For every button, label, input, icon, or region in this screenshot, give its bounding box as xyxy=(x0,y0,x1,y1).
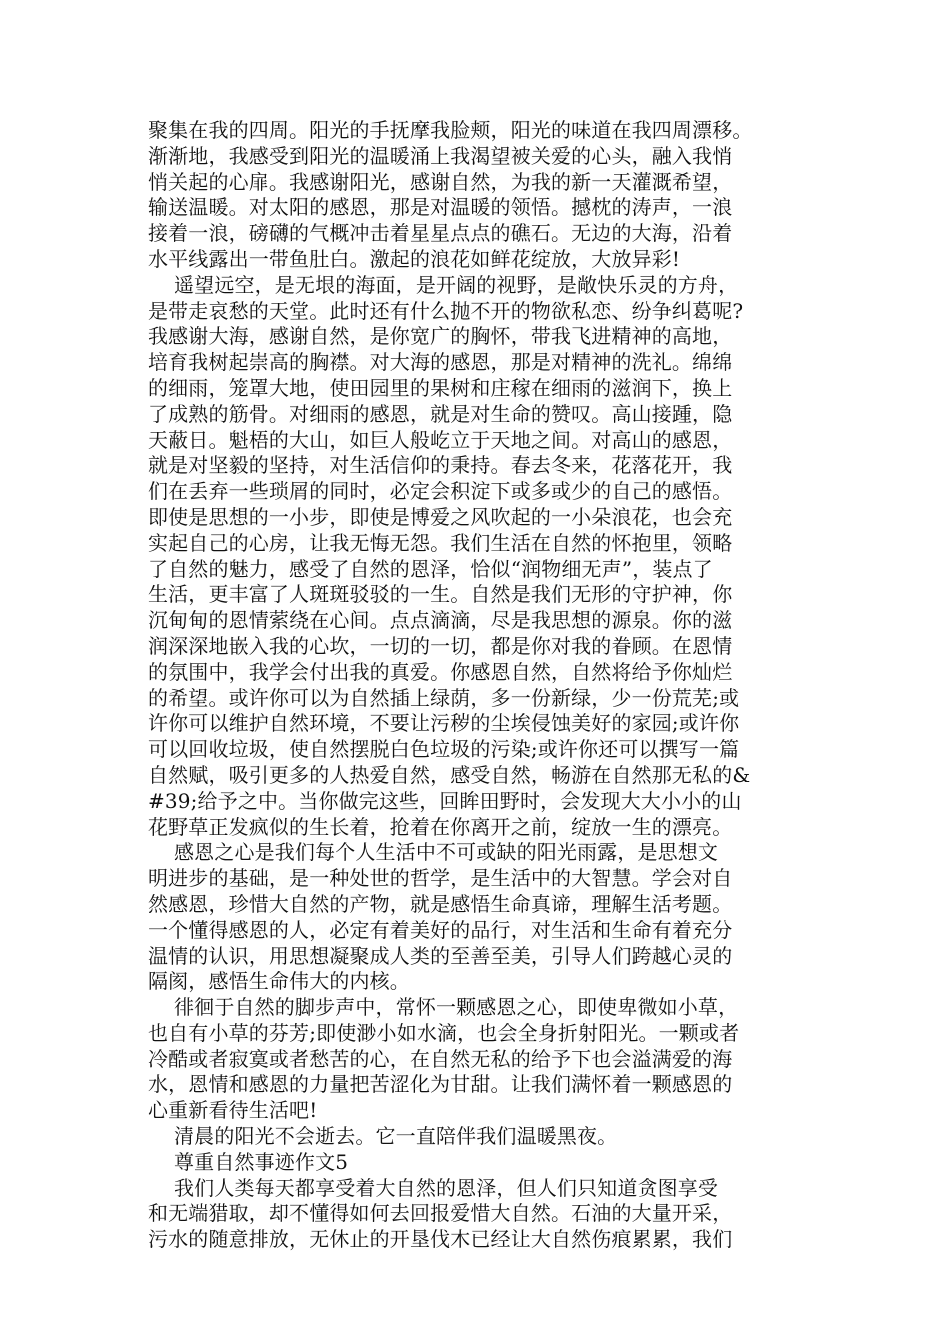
text-line: 污水的随意排放，无休止的开垦伐木已经让大自然伤痕累累，我们 xyxy=(148,1227,733,1252)
text-line: 明进步的基础，是一种处世的哲学，是生活中的大智慧。学会对自 xyxy=(148,866,733,891)
text-line: 可以回收垃圾，使自然摆脱白色垃圾的污染;或许你还可以撰写一篇 xyxy=(148,737,740,762)
text-line: 就是对坚毅的坚持，对生活信仰的秉持。春去冬来，花落花开，我 xyxy=(148,453,733,478)
text-line: 遥望远空，是无垠的海面，是开阔的视野，是敞快乐灵的方舟， xyxy=(148,272,739,297)
text-line: 了自然的魅力，感受了自然的恩泽，恰似“润物细无声”，装点了 xyxy=(148,556,713,581)
text-line: 然感恩，珍惜大自然的产物，就是感悟生命真谛，理解生活考题。 xyxy=(148,891,733,916)
text-line: #39;给予之中。当你做完这些，回眸田野时，会发现大大小小的山 xyxy=(148,788,742,813)
text-line: 渐渐地，我感受到阳光的温暖涌上我渴望被关爱的心头，融入我悄 xyxy=(148,143,733,168)
text-line: 实起自己的心房，让我无悔无怨。我们生活在自然的怀抱里，领略 xyxy=(148,530,733,555)
text-line: 心重新看待生活吧! xyxy=(148,1098,318,1123)
text-line: 一个懂得感恩的人，必定有着美好的品行，对生活和生命有着充分 xyxy=(148,917,733,942)
text-line: 自然赋，吸引更多的人热爱自然，感受自然，畅游在自然那无私的& xyxy=(148,762,751,787)
text-line: 和无端猎取，却不懂得如何去回报爱惜大自然。石油的大量开采， xyxy=(148,1201,733,1226)
text-line: 沉甸甸的恩情萦绕在心间。点点滴滴，尽是我思想的源泉。你的滋 xyxy=(148,608,733,633)
text-line: 接着一浪，磅礴的气概冲击着星星点点的礁石。无边的大海，沿着 xyxy=(148,221,733,246)
text-line: 水平线露出一带鱼肚白。激起的浪花如鲜花绽放，大放异彩! xyxy=(148,246,681,271)
text-line: 即使是思想的一小步，即使是博爱之风吹起的一小朵浪花，也会充 xyxy=(148,504,733,529)
text-line: 温情的认识，用思想凝聚成人类的至善至美，引导人们跨越心灵的 xyxy=(148,943,733,968)
text-line: 感恩之心是我们每个人生活中不可或缺的阳光雨露，是思想文 xyxy=(148,840,719,865)
text-line: 的氛围中，我学会付出我的真爱。你感恩自然，自然将给予你灿烂 xyxy=(148,659,733,684)
text-line: 悄关起的心扉。我感谢阳光，感谢自然，为我的新一天灌溉希望， xyxy=(148,169,733,194)
text-line: 天蔽日。魁梧的大山，如巨人般屹立于天地之间。对高山的感恩， xyxy=(148,427,733,452)
text-line: 我感谢大海，感谢自然，是你宽广的胸怀，带我飞进精神的高地， xyxy=(148,324,733,349)
text-line: 的细雨，笼罩大地，使田园里的果树和庄稼在细雨的滋润下，换上 xyxy=(148,375,733,400)
text-line: 培育我树起崇高的胸襟。对大海的感恩，那是对精神的洗礼。绵绵 xyxy=(148,350,733,375)
text-line: 润深深地嵌入我的心坎，一切的一切，都是你对我的眷顾。在恩情 xyxy=(148,633,733,658)
text-line: 冷酷或者寂寞或者愁苦的心，在自然无私的给予下也会溢满爱的海 xyxy=(148,1046,733,1071)
text-line: 输送温暖。对太阳的感恩，那是对温暖的领悟。撼枕的涛声，一浪 xyxy=(148,195,733,220)
text-line: 清晨的阳光不会逝去。它一直陪伴我们温暖黑夜。 xyxy=(148,1124,618,1149)
text-line: 也自有小草的芬芳;即使渺小如水滴，也会全身折射阳光。一颗或者 xyxy=(148,1020,740,1045)
text-line: 的希望。或许你可以为自然插上绿荫，多一份新绿，少一份荒芜;或 xyxy=(148,685,740,710)
text-line: 许你可以维护自然环境，不要让污秽的尘埃侵蚀美好的家园;或许你 xyxy=(148,711,740,736)
text-line: 我们人类每天都享受着大自然的恩泽，但人们只知道贪图享受 xyxy=(148,1175,719,1200)
text-line: 了成熟的筋骨。对细雨的感恩，就是对生命的赞叹。高山接踵，隐 xyxy=(148,401,733,426)
text-line: 隔阂，感悟生命伟大的内核。 xyxy=(148,969,410,994)
text-line: 是带走哀愁的天堂。此时还有什么抛不开的物欲私恋、纷争纠葛呢? xyxy=(148,298,744,323)
text-line: 尊重自然事迹作文5 xyxy=(148,1149,349,1174)
text-line: 聚集在我的四周。阳光的手抚摩我脸颊，阳光的味道在我四周漂移。 xyxy=(148,118,753,142)
text-line: 生活，更丰富了人斑斑驳驳的一生。自然是我们无形的守护神，你 xyxy=(148,582,733,607)
text-line: 们在丢弃一些琐屑的同时，必定会积淀下或多或少的自己的感悟。 xyxy=(148,479,733,504)
text-line: 花野草正发疯似的生长着，抢着在你离开之前，绽放一生的漂亮。 xyxy=(148,814,733,839)
text-line: 水，恩情和感恩的力量把苦涩化为甘甜。让我们满怀着一颗感恩的 xyxy=(148,1072,733,1097)
body-text xyxy=(148,118,808,1253)
text-line: 徘徊于自然的脚步声中，常怀一颗感恩之心，即使卑微如小草， xyxy=(148,995,739,1020)
